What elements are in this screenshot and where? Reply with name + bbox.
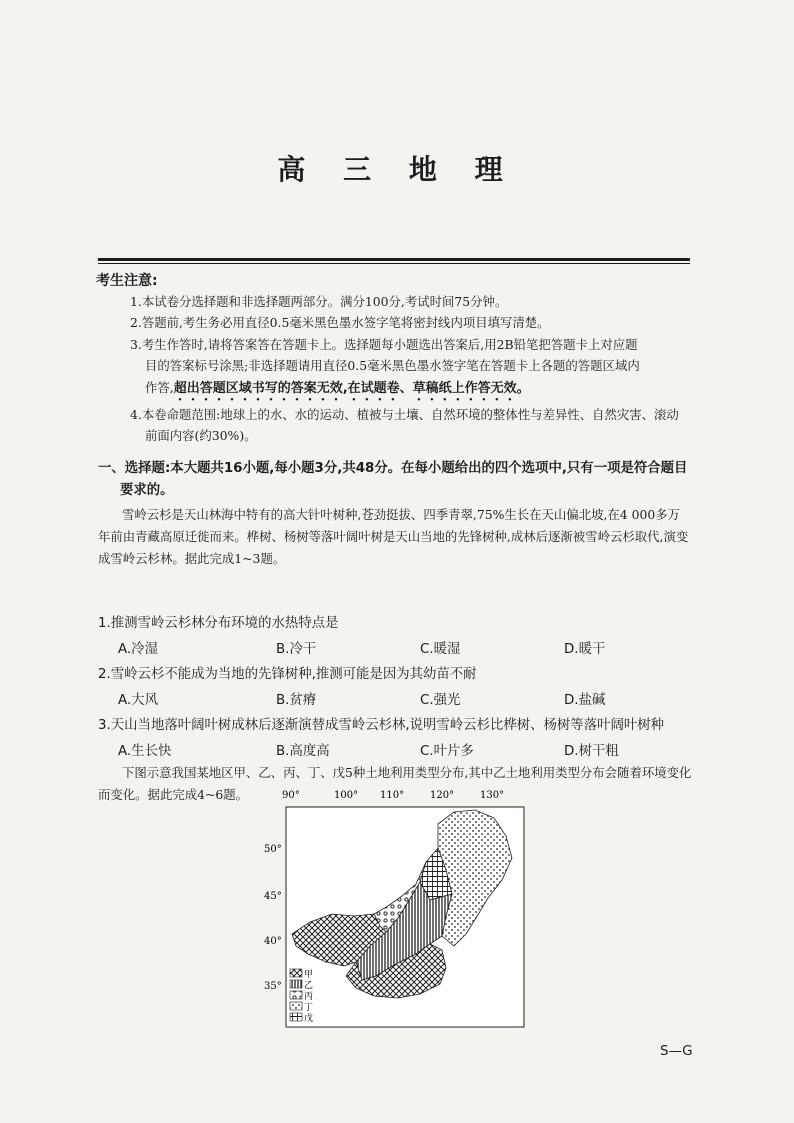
legend-swatch-yi [290,980,302,988]
notice-list [130,291,692,446]
lat-label-40: 40° [264,936,282,947]
notice-item-3-line1: 3.考生作答时,请将答案答在答题卡上。选择题每小题选出答案后,用2B铅笔把答题卡上对应题 [130,336,638,352]
notice-item-4-line1: 4.本卷命题范围:地球上的水、水的运动、植被与土壤、自然环境的整体性与差异性、自然灾害、滚动 [130,406,679,422]
notice-item-3 [130,334,692,404]
lon-label-110: 110° [380,790,405,801]
map-legend [290,969,313,1024]
q2-option-a: A.大风 [118,693,158,708]
q1-option-d: D.暖干 [564,642,606,657]
q1-option-c: C.暖湿 [420,642,461,657]
header-rule-thin [98,263,690,264]
lat-label-50: 50° [264,844,282,855]
section-heading-line2: 要求的。 [120,483,174,498]
notice-item-4 [130,404,692,447]
legend-swatch-bing [290,991,302,999]
q3-option-d: D.树干粗 [564,744,619,759]
notice-item-1: 1.本试卷分选择题和非选择题两部分。满分100分,考试时间75分钟。 [130,294,508,309]
page-footer-code: S—G [660,1043,693,1059]
lat-label-35: 35° [264,981,282,992]
section-heading-line1: 一、选择题:本大题共16小题,每小题3分,共48分。在每小题给出的四个选项中,只有一项是符合题目 [98,461,688,476]
notice-item-4-line2: 前面内容(约30%)。 [145,428,257,444]
legend-label-bing: 丙 [304,992,314,1002]
question-1-stem: 1.推测雪岭云杉林分布环境的水热特点是 [98,616,339,631]
notice-item-3-line2: 目的答案标号涂黑;非选择题请用直径0.5毫米黑色墨水签字笔在答题卡上各题的答题区域内 [145,358,640,374]
notice-item-3-line3 [130,377,692,404]
q3-option-c: C.叶片多 [420,744,474,759]
legend-label-ding: 丁 [304,1003,314,1013]
map-svg [264,784,570,1044]
notice-item-3-emphasis: 超出答题区域书写的答案无效,在试题卷、草稿纸上作答无效。 [173,380,530,396]
notice-heading: 考生注意: [96,273,158,289]
lat-label-45: 45° [264,891,282,902]
q1-option-b: B.冷干 [276,642,317,657]
lon-label-120: 120° [430,790,455,801]
lon-label-90: 90° [282,790,300,801]
lon-label-100: 100° [334,790,359,801]
legend-label-yi: 乙 [304,981,314,991]
q3-option-b: B.高度高 [276,744,330,759]
passage-2: 下图示意我国某地区甲、乙、丙、丁、戊5种土地利用类型分布,其中乙土地利用类型分布会随着环境变化而变化。据此完成4~6题。 [98,765,692,802]
question-3-stem: 3.天山当地落叶阔叶树成林后逐渐演替成雪岭云杉林,说明雪岭云杉比桦树、杨树等落叶阔叶树种 [98,718,665,733]
legend-swatch-jia [290,969,302,977]
legend-swatch-ding [290,1002,302,1010]
legend-label-jia: 甲 [304,970,314,980]
notice-item-2: 2.答题前,考生务必用直径0.5毫米黑色墨水签字笔将密封线内项目填写清楚。 [130,315,550,331]
passage-1: 雪岭云杉是天山林海中特有的高大针叶树种,苍劲挺拔、四季青翠,75%生长在天山偏北坡,在4 000多万年前由青藏高原迁徙而来。桦树、杨树等落叶阔叶树是天山当地的先锋树种,成林后逐渐被雪岭云杉取代,演变成雪岭云杉林。据此完成1~3题。 [98,507,689,566]
page-title: 高 三 地 理 [277,153,517,186]
header-rule [98,258,690,261]
q2-option-c: C.强光 [420,693,461,708]
question-2-stem-text: 2.雪岭云杉不能成为当地的先锋树种,推测可能是因为其幼苗不耐 [98,667,477,682]
lon-label-130: 130° [480,790,505,801]
section-heading [98,458,692,502]
q2-option-b: B.贫瘠 [276,693,317,708]
notice-item-3-line3-start: 作答, [145,379,174,395]
q3-option-a: A.生长快 [118,744,172,759]
q1-option-a: A.冷湿 [118,642,158,657]
legend-swatch-wu [290,1013,302,1021]
legend-label-wu: 戊 [304,1014,314,1024]
q2-option-d: D.盐碱 [564,693,606,708]
land-use-map [264,784,570,1044]
